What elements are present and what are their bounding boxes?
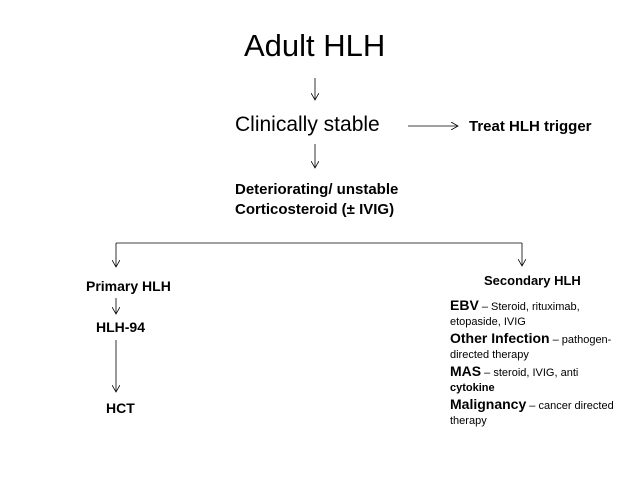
secondary-treatment-list bbox=[450, 298, 630, 429]
node-deteriorating bbox=[235, 180, 398, 220]
treatment-item bbox=[450, 397, 630, 429]
node-hlh-94: HLH-94 bbox=[96, 319, 146, 335]
treatment-text: cancer directed bbox=[538, 400, 614, 412]
deteriorating-label: Deteriorating/ unstable bbox=[235, 181, 399, 198]
treatment-text: directed therapy bbox=[450, 349, 529, 361]
treatment-sep: – bbox=[526, 400, 539, 412]
node-hct: HCT bbox=[106, 400, 135, 416]
treatment-sep: – bbox=[478, 301, 492, 313]
treatment-head: MAS bbox=[450, 363, 482, 379]
node-secondary-hlh: Secondary HLH bbox=[484, 273, 581, 288]
treatment-text: cytokine bbox=[450, 382, 495, 394]
treatment-text: pathogen- bbox=[561, 334, 612, 346]
treatment-item bbox=[450, 331, 630, 363]
node-primary-hlh: Primary HLH bbox=[86, 278, 171, 294]
treatment-item bbox=[450, 298, 630, 330]
node-treat-trigger: Treat HLH trigger bbox=[469, 118, 592, 135]
treatment-text: etopaside, IVIG bbox=[450, 316, 526, 328]
treatment-head: Malignancy bbox=[450, 396, 527, 412]
treatment-sep: – bbox=[481, 367, 494, 379]
treatment-sep: – bbox=[549, 334, 562, 346]
treatment-item bbox=[450, 364, 630, 396]
treatment-head: EBV bbox=[450, 297, 479, 313]
treatment-text: steroid, IVIG, anti bbox=[493, 367, 579, 379]
treatment-text: Steroid, rituximab, bbox=[491, 301, 580, 313]
treatment-head: Other Infection bbox=[450, 330, 550, 346]
node-clinically-stable: Clinically stable bbox=[235, 113, 380, 136]
diagram-title: Adult HLH bbox=[244, 28, 386, 63]
corticosteroid-label: Corticosteroid (± IVIG) bbox=[235, 201, 395, 218]
treatment-text: therapy bbox=[450, 415, 487, 427]
